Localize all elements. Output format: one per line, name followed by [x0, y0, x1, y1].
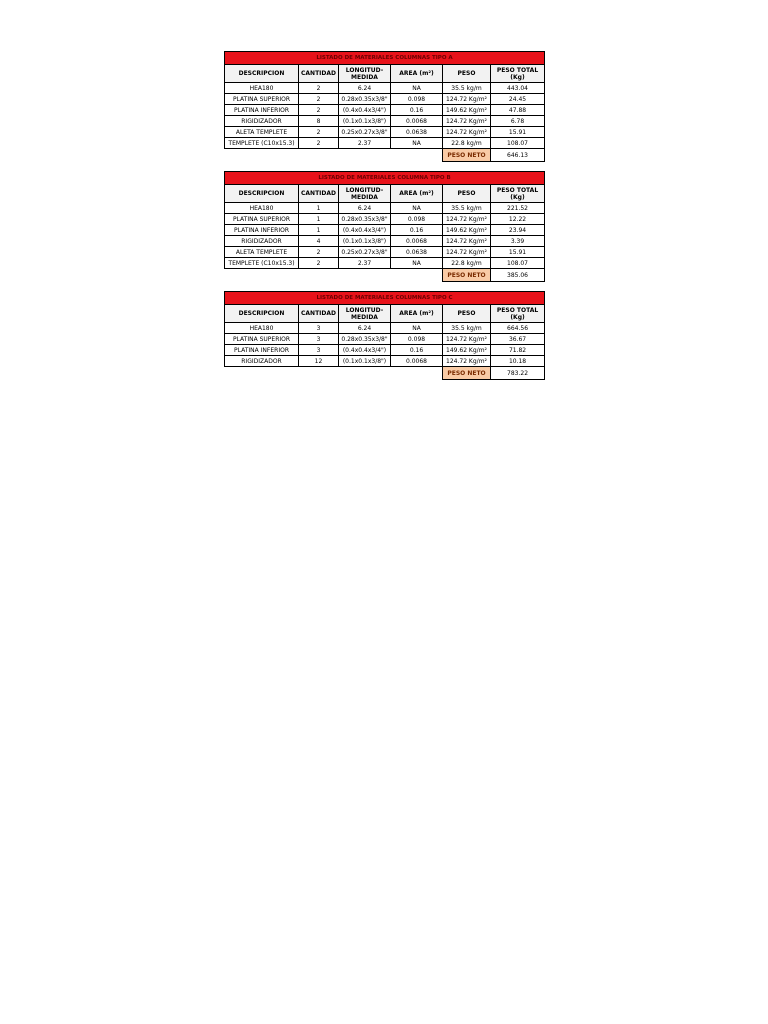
cell-peso: 124.72 Kg/m² [443, 356, 491, 367]
cell-cantidad: 1 [299, 203, 339, 214]
table-row [225, 236, 545, 247]
cell-peso: 149.62 Kg/m² [443, 345, 491, 356]
cell-descripcion: PLATINA INFERIOR [225, 345, 299, 356]
cell-area: NA [391, 138, 443, 149]
cell-cantidad: 2 [299, 138, 339, 149]
header-longitud: LONGITUD-MEDIDA [339, 65, 391, 83]
header-cantidad: CANTIDAD [299, 65, 339, 83]
cell-peso-total: 15.91 [491, 127, 545, 138]
cell-cantidad: 1 [299, 225, 339, 236]
cell-peso-total: 443.04 [491, 83, 545, 94]
peso-neto-row [225, 149, 545, 162]
cell-peso: 35.5 kg/m [443, 323, 491, 334]
cell-longitud: (0.1x0.1x3/8") [339, 236, 391, 247]
cell-cantidad: 3 [299, 334, 339, 345]
header-cantidad: CANTIDAD [299, 185, 339, 203]
cell-descripcion: RIGIDIZADOR [225, 116, 299, 127]
cell-area: NA [391, 323, 443, 334]
table-title: LISTADO DE MATERIALES COLUMNA TIPO B [225, 172, 545, 185]
cell-area: 0.098 [391, 334, 443, 345]
cell-longitud: (0.1x0.1x3/8") [339, 116, 391, 127]
cell-area: 0.098 [391, 214, 443, 225]
peso-neto-row [225, 367, 545, 380]
cell-descripcion: TEMPLETE (C10x15.3) [225, 138, 299, 149]
cell-descripcion: HEA180 [225, 83, 299, 94]
cell-descripcion: PLATINA SUPERIOR [225, 214, 299, 225]
cell-peso-total: 47.88 [491, 105, 545, 116]
cell-peso: 35.5 kg/m [443, 203, 491, 214]
cell-peso-total: 36.67 [491, 334, 545, 345]
cell-longitud: 6.24 [339, 83, 391, 94]
cell-cantidad: 2 [299, 94, 339, 105]
header-descripcion: DESCRIPCION [225, 305, 299, 323]
header-peso: PESO [443, 185, 491, 203]
header-peso-total: PESO TOTAL (Kg) [491, 65, 545, 83]
table-title: LISTADO DE MATERIALES COLUMNAS TIPO A [225, 52, 545, 65]
cell-descripcion: RIGIDIZADOR [225, 356, 299, 367]
cell-longitud: 6.24 [339, 203, 391, 214]
cell-peso-total: 24.45 [491, 94, 545, 105]
cell-descripcion: PLATINA SUPERIOR [225, 334, 299, 345]
cell-area: 0.16 [391, 105, 443, 116]
cell-peso: 22.8 kg/m [443, 138, 491, 149]
cell-longitud: (0.4x0.4x3/4") [339, 345, 391, 356]
cell-longitud: 0.28x0.35x3/8" [339, 214, 391, 225]
cell-peso: 35.5 kg/m [443, 83, 491, 94]
cell-peso-total: 6.78 [491, 116, 545, 127]
cell-peso-total: 108.07 [491, 258, 545, 269]
table-row [225, 105, 545, 116]
peso-neto-value: 783.22 [491, 367, 545, 380]
header-area: AREA (m²) [391, 185, 443, 203]
cell-peso: 124.72 Kg/m² [443, 127, 491, 138]
cell-area: 0.0638 [391, 127, 443, 138]
cell-area: NA [391, 203, 443, 214]
cell-descripcion: ALETA TEMPLETE [225, 127, 299, 138]
cell-cantidad: 8 [299, 116, 339, 127]
header-peso: PESO [443, 65, 491, 83]
cell-peso-total: 3.39 [491, 236, 545, 247]
table-row [225, 127, 545, 138]
table-row [225, 225, 545, 236]
cell-peso: 149.62 Kg/m² [443, 105, 491, 116]
header-peso-total: PESO TOTAL (Kg) [491, 185, 545, 203]
table-row [225, 203, 545, 214]
cell-area: 0.16 [391, 345, 443, 356]
header-area: AREA (m²) [391, 65, 443, 83]
cell-area: 0.0068 [391, 116, 443, 127]
cell-longitud: (0.4x0.4x3/4") [339, 105, 391, 116]
cell-peso-total: 12.22 [491, 214, 545, 225]
materials-table-tipo-c [224, 291, 545, 380]
peso-neto-label: PESO NETO [443, 269, 491, 282]
table-title: LISTADO DE MATERIALES COLUMNAS TIPO C [225, 292, 545, 305]
cell-descripcion: TEMPLETE (C10x15.3) [225, 258, 299, 269]
cell-longitud: (0.4x0.4x3/4") [339, 225, 391, 236]
header-peso: PESO [443, 305, 491, 323]
cell-longitud: 2.37 [339, 138, 391, 149]
cell-descripcion: PLATINA SUPERIOR [225, 94, 299, 105]
table-row [225, 138, 545, 149]
cell-descripcion: RIGIDIZADOR [225, 236, 299, 247]
cell-longitud: 0.28x0.35x3/8" [339, 94, 391, 105]
materials-table-tipo-a [224, 51, 545, 162]
header-descripcion: DESCRIPCION [225, 65, 299, 83]
cell-peso-total: 71.82 [491, 345, 545, 356]
cell-cantidad: 2 [299, 127, 339, 138]
cell-area: 0.098 [391, 94, 443, 105]
cell-cantidad: 2 [299, 83, 339, 94]
table-row [225, 214, 545, 225]
header-cantidad: CANTIDAD [299, 305, 339, 323]
cell-longitud: 6.24 [339, 323, 391, 334]
cell-peso-total: 221.52 [491, 203, 545, 214]
peso-neto-label: PESO NETO [443, 367, 491, 380]
peso-neto-value: 385.06 [491, 269, 545, 282]
cell-area: 0.0638 [391, 247, 443, 258]
table-row [225, 258, 545, 269]
table-row [225, 116, 545, 127]
cell-longitud: 0.25x0.27x3/8" [339, 127, 391, 138]
cell-peso-total: 23.94 [491, 225, 545, 236]
peso-neto-row [225, 269, 545, 282]
cell-cantidad: 12 [299, 356, 339, 367]
cell-peso: 124.72 Kg/m² [443, 334, 491, 345]
cell-cantidad: 4 [299, 236, 339, 247]
cell-cantidad: 3 [299, 345, 339, 356]
cell-peso: 22.8 kg/m [443, 258, 491, 269]
cell-peso-total: 108.07 [491, 138, 545, 149]
cell-area: NA [391, 83, 443, 94]
cell-descripcion: PLATINA INFERIOR [225, 105, 299, 116]
cell-descripcion: HEA180 [225, 203, 299, 214]
header-peso-total: PESO TOTAL (Kg) [491, 305, 545, 323]
cell-cantidad: 3 [299, 323, 339, 334]
cell-peso-total: 15.91 [491, 247, 545, 258]
header-descripcion: DESCRIPCION [225, 185, 299, 203]
cell-descripcion: HEA180 [225, 323, 299, 334]
cell-peso: 124.72 Kg/m² [443, 116, 491, 127]
table-row [225, 83, 545, 94]
table-row [225, 247, 545, 258]
cell-longitud: 0.28x0.35x3/8" [339, 334, 391, 345]
table-row [225, 356, 545, 367]
header-longitud: LONGITUD-MEDIDA [339, 185, 391, 203]
table-row [225, 345, 545, 356]
cell-area: 0.0068 [391, 236, 443, 247]
cell-longitud: (0.1x0.1x3/8") [339, 356, 391, 367]
cell-longitud: 2.37 [339, 258, 391, 269]
peso-neto-label: PESO NETO [443, 149, 491, 162]
cell-peso-total: 664.56 [491, 323, 545, 334]
table-row [225, 94, 545, 105]
cell-longitud: 0.25x0.27x3/8" [339, 247, 391, 258]
cell-peso: 124.72 Kg/m² [443, 247, 491, 258]
cell-cantidad: 2 [299, 258, 339, 269]
cell-peso: 124.72 Kg/m² [443, 214, 491, 225]
cell-peso: 124.72 Kg/m² [443, 236, 491, 247]
table-row [225, 334, 545, 345]
materials-table-tipo-b [224, 171, 545, 282]
cell-cantidad: 1 [299, 214, 339, 225]
cell-cantidad: 2 [299, 247, 339, 258]
header-longitud: LONGITUD-MEDIDA [339, 305, 391, 323]
cell-area: NA [391, 258, 443, 269]
peso-neto-value: 646.13 [491, 149, 545, 162]
cell-peso: 149.62 Kg/m² [443, 225, 491, 236]
cell-peso-total: 10.18 [491, 356, 545, 367]
cell-descripcion: ALETA TEMPLETE [225, 247, 299, 258]
cell-area: 0.0068 [391, 356, 443, 367]
header-area: AREA (m²) [391, 305, 443, 323]
cell-peso: 124.72 Kg/m² [443, 94, 491, 105]
cell-descripcion: PLATINA INFERIOR [225, 225, 299, 236]
cell-area: 0.16 [391, 225, 443, 236]
table-row [225, 323, 545, 334]
cell-cantidad: 2 [299, 105, 339, 116]
